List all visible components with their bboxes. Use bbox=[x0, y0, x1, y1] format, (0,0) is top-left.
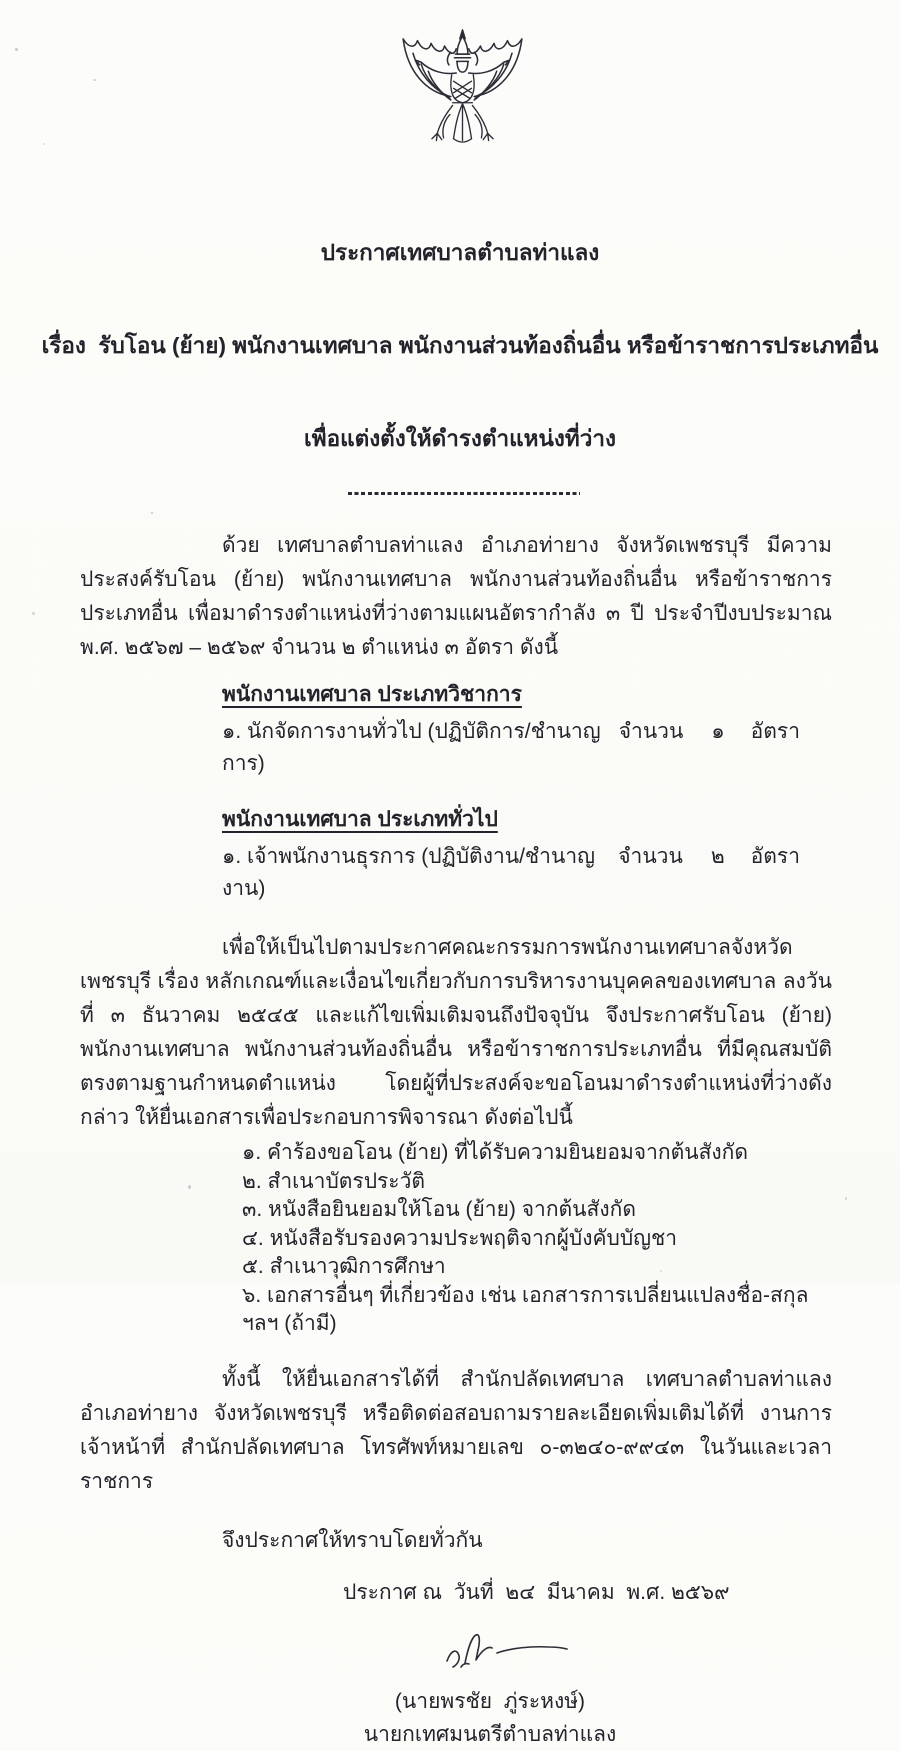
subject-line-1: เรื่อง รับโอน (ย้าย) พนักงานเทศบาล พนักงานส่วนท้องถิ่นอื่น หรือข้าราชการประเภทอื่น bbox=[41, 333, 879, 358]
document-body bbox=[0, 529, 900, 1751]
section-heading-academic: พนักงานเทศบาล ประเภทวิชาการ bbox=[222, 683, 522, 706]
count-label: จำนวน bbox=[618, 720, 684, 743]
position-title: ๑. นักจัดการงานทั่วไป (ปฏิบัติการ/ชำนาญการ) bbox=[222, 720, 601, 775]
document-item: ๒. สำเนาบัตรประวัติ bbox=[242, 1169, 426, 1193]
count-value: ๒ bbox=[710, 845, 725, 868]
section-heading-general: พนักงานเทศบาล ประเภททั่วไป bbox=[222, 808, 498, 831]
position-count bbox=[618, 841, 800, 873]
position-title: ๑. เจ้าพนักงานธุรการ (ปฏิบัติงาน/ชำนาญงาน) bbox=[222, 845, 596, 900]
subject-line-2: เพื่อแต่งตั้งให้ดำรงตำแหน่งที่ว่าง bbox=[304, 426, 616, 451]
signature-block bbox=[340, 1623, 640, 1751]
count-unit: อัตรา bbox=[750, 845, 800, 868]
title-divider-dashes bbox=[348, 492, 580, 495]
document-title-block bbox=[10, 175, 900, 485]
position-row bbox=[222, 841, 800, 905]
document-header-emblem-area bbox=[12, 0, 900, 165]
document-item: ๕. สำเนาวุฒิการศึกษา bbox=[242, 1255, 446, 1278]
document-item: ๑. คำร้องขอโอน (ย้าย) ที่ได้รับความยินยอมจากต้นสังกัด bbox=[242, 1141, 749, 1164]
scan-speck bbox=[151, 512, 153, 514]
document-item: ๓. หนังสือยินยอมให้โอน (ย้าย) จากต้นสังกัด bbox=[242, 1198, 636, 1221]
garuda-emblem-icon bbox=[395, 24, 530, 159]
count-label: จำนวน bbox=[618, 845, 683, 868]
announcement-date: ประกาศ ณ วันที่ ๒๔ มีนาคม พ.ศ. ๒๕๖๙ bbox=[343, 1580, 730, 1604]
page-title: ประกาศเทศบาลตำบลท่าแลง bbox=[320, 240, 600, 265]
required-documents-list bbox=[242, 1139, 832, 1339]
document-item: ๔. หนังสือรับรองความประพฤติจากผู้บังคับบัญชา bbox=[242, 1226, 678, 1250]
handwritten-signature-icon bbox=[435, 1623, 605, 1675]
document-item: ๖. เอกสารอื่นๆ ที่เกี่ยวข้อง เช่น เอกสารการเปลี่ยนแปลงชื่อ-สกุล ฯลฯ (ถ้ามี) bbox=[242, 1283, 815, 1335]
count-value: ๑ bbox=[711, 720, 725, 743]
position-row bbox=[222, 716, 800, 780]
requirements-paragraph: เพื่อให้เป็นไปตามประกาศคณะกรรมการพนักงานเทศบาลจังหวัดเพชรบุรี เรื่อง หลักเกณฑ์และเงื่อนไขเกี่ยวกับการบริหารงานบุคคลของเทศบาล ลงวันที่ ๓ ธันวาคม ๒๕๔๕ และแก้ไขเพิ่มเติมจนถึงปัจจุบัน จึงประกาศรับโอน (ย้าย) พนักงานเทศบาล พนักงานส่วนท้องถิ่นอื่น หรือข้าราชการประเภทอื่น ที่มีคุณสมบัติตรงตามฐานกำหนดตำแหน่ง โดยผู้ที่ประสงค์จะขอโอนมาดำรงตำแหน่งที่ว่างดังกล่าว ให้ยื่นเอกสารเพื่อประกอบการพิจารณา ดังต่อไปนี้ bbox=[80, 936, 832, 1129]
intro-paragraph: ด้วย เทศบาลตำบลท่าแลง อำเภอท่ายาง จังหวัดเพชรบุรี มีความประสงค์รับโอน (ย้าย) พนักงานเทศบาล พนักงานส่วนท้องถิ่นอื่น หรือข้าราชการประเภทอื่น เพื่อมาดำรงตำแหน่งที่ว่างตามแผนอัตรากำลัง ๓ ปี ประจำปีงบประมาณ พ.ศ. ๒๕๖๗ – ๒๕๖๙ จำนวน ๒ ตำแหน่ง ๓ อัตรา ดังนี้ bbox=[80, 534, 832, 659]
position-count bbox=[619, 716, 800, 748]
signer-position: นายกเทศมนตรีตำบลท่าแลง bbox=[363, 1722, 617, 1746]
signer-name: (นายพรชัย ภู่ระหงษ์) bbox=[394, 1689, 586, 1713]
count-unit: อัตรา bbox=[750, 720, 800, 743]
submission-paragraph: ทั้งนี้ ให้ยื่นเอกสารได้ที่ สำนักปลัดเทศบาล เทศบาลตำบลท่าแลง อำเภอท่ายาง จังหวัดเพชรบุรี หรือติดต่อสอบถามรายละเอียดเพิ่มเติมได้ที่ งานการเจ้าหน้าที่ สำนักปลัดเทศบาล โทรศัพท์หมายเลข ๐-๓๒๔๐-๙๙๔๓ ในวันและเวลาราชการ bbox=[80, 1367, 832, 1493]
closing-statement: จึงประกาศให้ทราบโดยทั่วกัน bbox=[222, 1528, 483, 1552]
